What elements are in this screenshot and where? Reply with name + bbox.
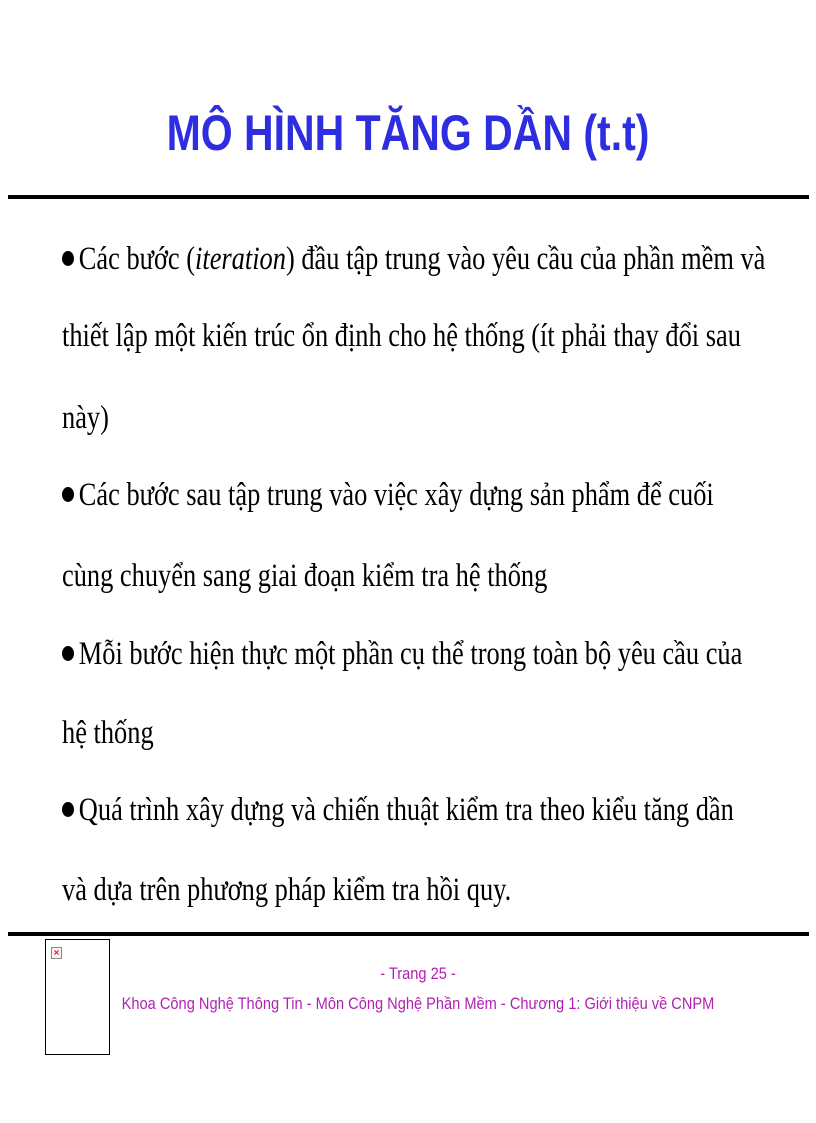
line-text: cùng chuyển sang giai đoạn kiểm tra hệ thống bbox=[62, 558, 548, 594]
footer-page-number: - Trang 25 - bbox=[380, 964, 456, 983]
line-emphasis: iteration bbox=[195, 241, 286, 277]
top-divider bbox=[8, 195, 809, 199]
footer-course-info: Khoa Công Nghệ Thông Tin - Môn Công Nghệ Phần Mềm - Chương 1: Giới thiệu về CNPM bbox=[121, 994, 715, 1013]
line-text: Các bước ( bbox=[78, 241, 196, 277]
bullet-icon bbox=[62, 802, 74, 817]
line-text: thiết lập một kiến trúc ổn định cho hệ thống (ít phải thay đổi sau bbox=[62, 318, 741, 354]
body-line-8 bbox=[62, 790, 734, 830]
bullet-icon bbox=[62, 646, 74, 661]
body-line-5 bbox=[62, 556, 547, 596]
bottom-divider bbox=[8, 932, 809, 936]
line-text: Quá trình xây dựng và chiến thuật kiểm tra theo kiểu tăng dần bbox=[78, 792, 734, 828]
body-line-3 bbox=[62, 398, 109, 438]
line-text: hệ thống bbox=[62, 715, 154, 751]
body-line-1 bbox=[62, 239, 765, 279]
body-line-9 bbox=[62, 870, 511, 910]
bullet-icon bbox=[62, 251, 74, 266]
broken-image-icon: × bbox=[51, 947, 62, 959]
line-text: và dựa trên phương pháp kiểm tra hồi quy. bbox=[62, 872, 512, 908]
body-line-6 bbox=[62, 634, 742, 674]
line-text: Mỗi bước hiện thực một phần cụ thể trong toàn bộ yêu cầu của bbox=[78, 636, 743, 672]
body-line-7 bbox=[62, 713, 154, 753]
line-text: này) bbox=[62, 400, 109, 436]
line-text-end: ) đầu tập trung vào yêu cầu của phần mềm và bbox=[285, 241, 766, 277]
body-line-4 bbox=[62, 475, 714, 515]
slide-title: MÔ HÌNH TĂNG DẦN (t.t) bbox=[166, 105, 650, 161]
line-text: Các bước sau tập trung vào việc xây dựng sản phẩm để cuối bbox=[78, 477, 714, 513]
bullet-icon bbox=[62, 487, 74, 502]
body-line-2 bbox=[62, 316, 741, 356]
